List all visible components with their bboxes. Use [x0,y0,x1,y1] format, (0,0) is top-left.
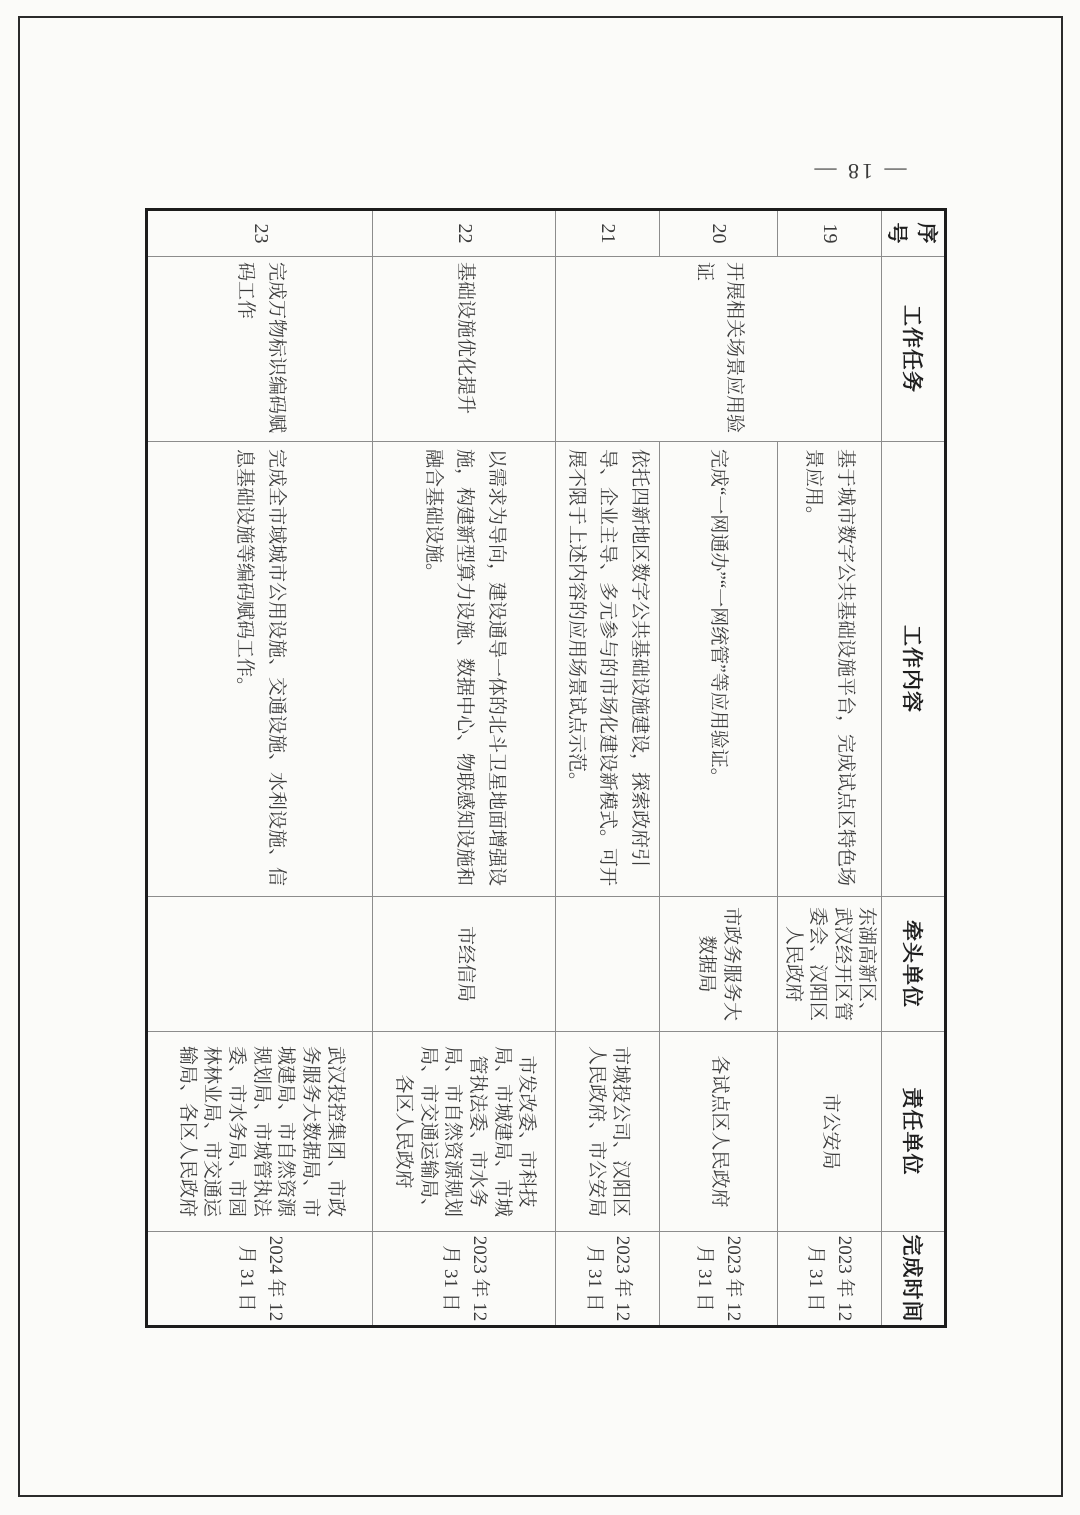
cell-responsible-23: 武汉投控集团、市政务服务大数据局、市城建局、市自然资源规划局、市城管执法委、市水务局、市园林林业局、市交通运输局、各区人民政府 [147,1032,373,1232]
cell-responsible-19: 市公安局 [778,1032,882,1232]
cell-content-19: 基于城市数字公共基础设施平台，完成试点区特色场景应用。 [778,442,882,897]
page-border-frame [18,16,1063,1497]
cell-deadline-19: 2023 年 12 月 31 日 [778,1232,882,1327]
cell-deadline-20: 2023 年 12 月 31 日 [660,1232,778,1327]
cell-seq-22: 22 [373,210,556,257]
col-header-content: 工作内容 [882,442,946,897]
cell-seq-20: 20 [660,210,778,257]
col-header-lead-unit: 牵头单位 [882,897,946,1032]
table-row [147,210,373,1327]
cell-lead-20: 市政务服务大数据局 [660,897,778,1032]
cell-lead-21 [556,897,660,1032]
cell-content-22: 以需求为导向，建设通导一体的北斗卫星地面增强设施，构建新型算力设施、数据中心、物联感知设施和融合基础设施。 [373,442,556,897]
cell-content-20: 完成“一网通办”“一网统管”等应用验证。 [660,442,778,897]
col-header-responsible-unit: 责任单位 [882,1032,946,1232]
cell-task-23: 完成万物标识编码赋码工作 [147,257,373,442]
work-plan-table [145,208,947,1328]
landscape-table-surface [172,208,947,1325]
cell-content-23: 完成全市域城市公用设施、交通设施、水利设施、信息基础设施等编码赋码工作。 [147,442,373,897]
col-header-deadline: 完成时间 [882,1232,946,1327]
cell-lead-23 [147,897,373,1032]
cell-task-22: 基础设施优化提升 [373,257,556,442]
cell-responsible-22: 市发改委、市科技局、市城建局、市城管执法委、市水务局、市自然资源规划局、市交通运输局、各区人民政府 [373,1032,556,1232]
header-row [882,210,946,1327]
cell-seq-21: 21 [556,210,660,257]
cell-seq-19: 19 [778,210,882,257]
table-row [373,210,556,1327]
cell-deadline-22: 2023 年 12 月 31 日 [373,1232,556,1327]
cell-task-19-21: 开展相关场景应用验证 [556,257,882,442]
cell-responsible-20: 各试点区人民政府 [660,1032,778,1232]
cell-deadline-21: 2023 年 12 月 31 日 [556,1232,660,1327]
cell-content-21: 依托四新地区数字公共基础设施建设，探索政府引导、企业主导、多元参与的市场化建设新模式。可开展不限于上述内容的应用场景试点示范。 [556,442,660,897]
table-row [778,210,882,1327]
cell-deadline-23: 2024 年 12 月 31 日 [147,1232,373,1327]
col-header-seq: 序号 [882,210,946,257]
cell-seq-23: 23 [147,210,373,257]
col-header-task: 工作任务 [882,257,946,442]
cell-responsible-21: 市城投公司、汉阳区人民政府、市公安局 [556,1032,660,1232]
cell-lead-19: 东湖高新区、武汉经开区管委会、汉阳区人民政府 [778,897,882,1032]
cell-lead-22: 市经信局 [373,897,556,1032]
rotated-table-container [172,208,947,1325]
page-number: — 18 — [811,159,907,184]
